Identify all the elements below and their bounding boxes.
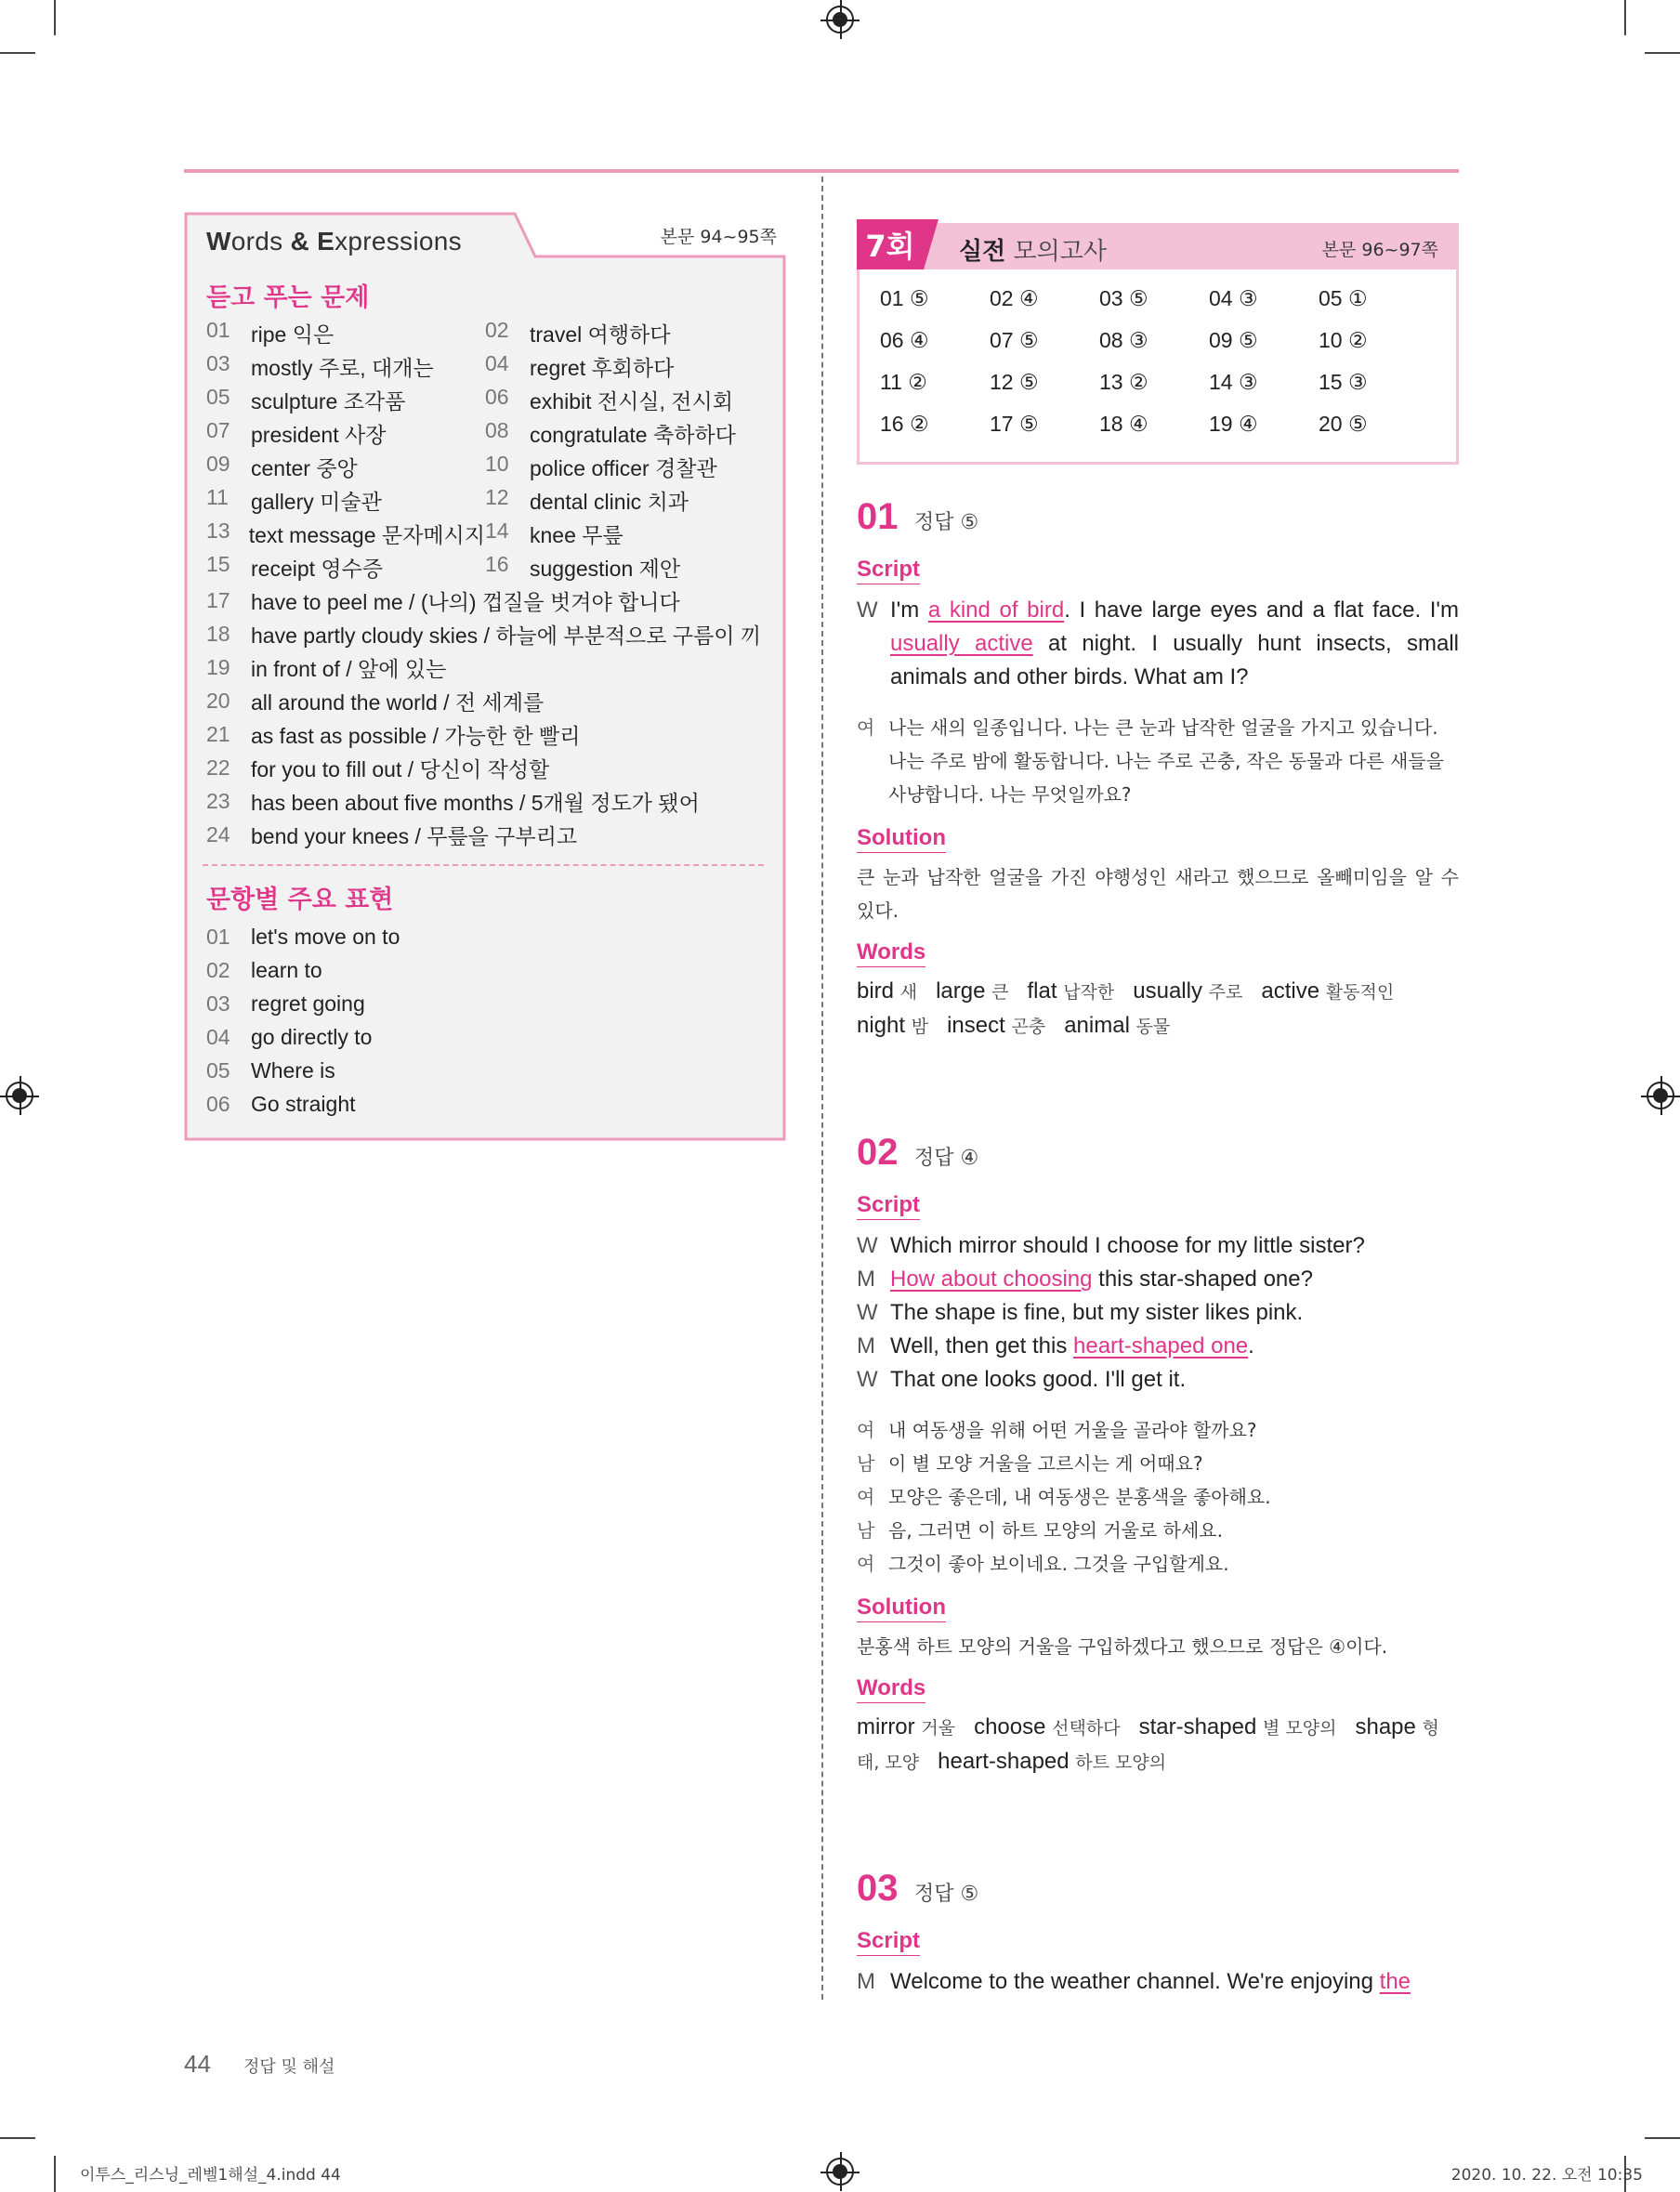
word-list: bird 새 large 큰 flat 납작한 usually 주로 active 활동적인 night 밤 insect 곤충 animal 동물 [857, 978, 1395, 1038]
crop-mark [54, 2156, 56, 2192]
list-item: 01 ripe 익은 02 travel 여행하다 [206, 317, 671, 347]
answer-item: 09 ⑤ [1209, 328, 1258, 352]
blank-answer: heart-shaped one [1073, 1333, 1249, 1359]
question-number: 03 [857, 1868, 899, 1909]
top-rule [184, 169, 1459, 173]
question-01 [857, 496, 1459, 1043]
list-item: 06 Go straight [206, 1091, 356, 1116]
page-number: 44 [184, 2050, 211, 2078]
list-item: 13 text message 문자메시지 14 knee 무릎 [206, 518, 623, 547]
answer-item: 13 ② [1099, 370, 1148, 394]
crop-mark [54, 0, 56, 35]
translation: 여 나는 새의 일종입니다. 나는 큰 눈과 납작한 얼굴을 가지고 있습니다. 나는 주로 밤에 활동합니다. 나는 주로 곤충, 작은 동물과 다른 새들을 사냥합니다. 나는 무엇일까요? [857, 716, 1444, 806]
list-item: 24 bend your knees / 무릎을 구부리고 [206, 821, 578, 848]
correct-answer: 정답 ⑤ [914, 1883, 979, 1906]
answer-item: 18 ④ [1099, 412, 1148, 436]
answer-key-title: 실전 모의고사 [959, 238, 1107, 266]
question-number: 02 [857, 1132, 899, 1173]
list-item: 21 as fast as possible / 가능한 한 빨리 [206, 721, 581, 748]
answer-item: 04 ③ [1209, 286, 1258, 310]
blank-answer: a kind of bird [927, 597, 1065, 623]
solution-text: 큰 눈과 납작한 얼굴을 가진 야행성인 새라고 했으므로 올빼미임을 알 수 있다. [857, 866, 1459, 922]
correct-answer: 정답 ⑤ [914, 511, 979, 534]
list-item: 01 let's move on to [206, 924, 400, 949]
speaker-label: W [857, 597, 878, 623]
crop-mark [0, 2137, 35, 2139]
list-item: 19 in front of / 앞에 있는 [206, 654, 447, 681]
words-label: Words [857, 938, 925, 967]
blank-answer: the [1379, 1969, 1411, 1994]
correct-answer: 정답 ④ [914, 1147, 979, 1170]
answer-item: 06 ④ [880, 328, 929, 352]
solution-label: Solution [857, 824, 946, 853]
answer-item: 15 ③ [1319, 370, 1368, 394]
page-reference: 본문 94~95쪽 [660, 227, 777, 247]
registration-mark-icon [6, 1082, 33, 1109]
section-title-listening: 듣고 푸는 문제 [206, 283, 370, 312]
list-item: 05 sculpture 조각품 06 exhibit 전시실, 전시회 [206, 384, 733, 413]
answer-item: 05 ① [1319, 286, 1368, 310]
registration-mark-icon [1647, 1082, 1674, 1109]
list-item: 18 have partly cloudy skies / 하늘에 부분적으로 구름이 끼 [206, 621, 762, 648]
expression-list [206, 920, 400, 1121]
print-slug-file: 이투스_리스닝_레벨1해설_4.indd 44 [80, 2166, 341, 2185]
answer-key-box [857, 223, 1459, 465]
script-text: W I'm a kind of bird. I have large eyes and a flat face. I'm usually active at night. I usually hunt insects, small animals and other birds. What am I? [857, 594, 1459, 694]
test-number-badge: 7회 [857, 219, 924, 269]
answer-item: 10 ② [1319, 328, 1368, 352]
words-expressions-title: Words & Expressions [206, 227, 462, 256]
list-item: 02 learn to [206, 957, 322, 982]
script-text: W Which mirror should I choose for my little sister? M How about choosing this star-shaped one? W The shape is fine, but my sister likes pink. M Well, then get this heart-shaped one. W That one looks good. I'll get it. [857, 1233, 1365, 1392]
section-title-expressions: 문항별 주요 표현 [206, 886, 394, 914]
list-item: 09 center 중앙 10 police officer 경찰관 [206, 451, 717, 480]
crop-mark [1645, 52, 1680, 54]
question-02 [857, 1132, 1459, 1779]
answer-item: 03 ⑤ [1099, 286, 1148, 310]
column-divider [821, 177, 823, 2000]
blank-answer: usually active [890, 631, 1033, 656]
answer-item: 19 ④ [1209, 412, 1258, 436]
page-reference: 본문 96~97쪽 [1321, 240, 1438, 260]
registration-mark-icon [826, 6, 854, 33]
list-item: 20 all around the world / 전 세계를 [206, 688, 545, 715]
crop-mark [1645, 2137, 1680, 2139]
answer-item: 16 ② [880, 412, 929, 436]
answer-grid [880, 286, 1428, 442]
translation: 여 내 여동생을 위해 어떤 거울을 골라야 할까요? 남 이 별 모양 거울을 고르시는 게 어때요? 여 모양은 좋은데, 내 여동생은 분홍색을 좋아해요. 남 음, 그러면 이 하트 모양의 거울로 하세요. 여 그것이 좋아 보이네요. 그것을 구입할게요. [857, 1419, 1271, 1575]
footer-label: 정답 및 해설 [243, 2057, 335, 2077]
script-text: M Welcome to the weather channel. We're enjoying the [857, 1969, 1411, 1994]
question-number: 01 [857, 496, 899, 537]
section-divider [203, 864, 764, 866]
solution-text: 분홍색 하트 모양의 거울을 구입하겠다고 했으므로 정답은 ④이다. [857, 1635, 1388, 1658]
list-item: 22 for you to fill out / 당신이 작성할 [206, 755, 550, 781]
list-item: 23 has been about five months / 5개월 정도가 됐어 [206, 788, 700, 815]
script-label: Script [857, 1191, 920, 1220]
answer-item: 02 ④ [990, 286, 1039, 310]
answer-item: 11 ② [880, 370, 927, 394]
word-list: mirror 거울 choose 선택하다 star-shaped 별 모양의 shape 형태, 모양 heart-shaped 하트 모양의 [857, 1714, 1439, 1774]
answer-item: 12 ⑤ [990, 370, 1039, 394]
words-label: Words [857, 1674, 925, 1703]
script-label: Script [857, 556, 920, 584]
list-item: 03 mostly 주로, 대개는 04 regret 후회하다 [206, 350, 675, 380]
blank-answer: How about choosing [890, 1267, 1093, 1292]
crop-mark [0, 52, 35, 54]
list-item: 05 Where is [206, 1057, 335, 1083]
answer-item: 14 ③ [1209, 370, 1258, 394]
answer-item: 17 ⑤ [990, 412, 1039, 436]
crop-mark [1624, 0, 1626, 35]
print-slug-date: 2020. 10. 22. 오전 10:35 [1450, 2166, 1643, 2185]
list-item: 11 gallery 미술관 12 dental clinic 치과 [206, 484, 689, 514]
vocab-list [206, 316, 764, 851]
question-03 [857, 1868, 1459, 1999]
answer-item: 07 ⑤ [990, 328, 1039, 352]
answer-item: 08 ③ [1099, 328, 1148, 352]
list-item: 07 president 사장 08 congratulate 축하하다 [206, 417, 736, 447]
answer-item: 01 ⑤ [880, 286, 929, 310]
script-label: Script [857, 1927, 920, 1956]
registration-mark-icon [826, 2158, 854, 2185]
list-item: 03 regret going [206, 991, 365, 1016]
list-item: 15 receipt 영수증 16 suggestion 제안 [206, 551, 681, 581]
list-item: 17 have to peel me / (나의) 껍질을 벗겨야 합니다 [206, 587, 680, 614]
list-item: 04 go directly to [206, 1024, 373, 1049]
solution-label: Solution [857, 1594, 946, 1622]
words-expressions-box [184, 210, 786, 1141]
answer-item: 20 ⑤ [1319, 412, 1368, 436]
answer-key-body [857, 269, 1459, 465]
